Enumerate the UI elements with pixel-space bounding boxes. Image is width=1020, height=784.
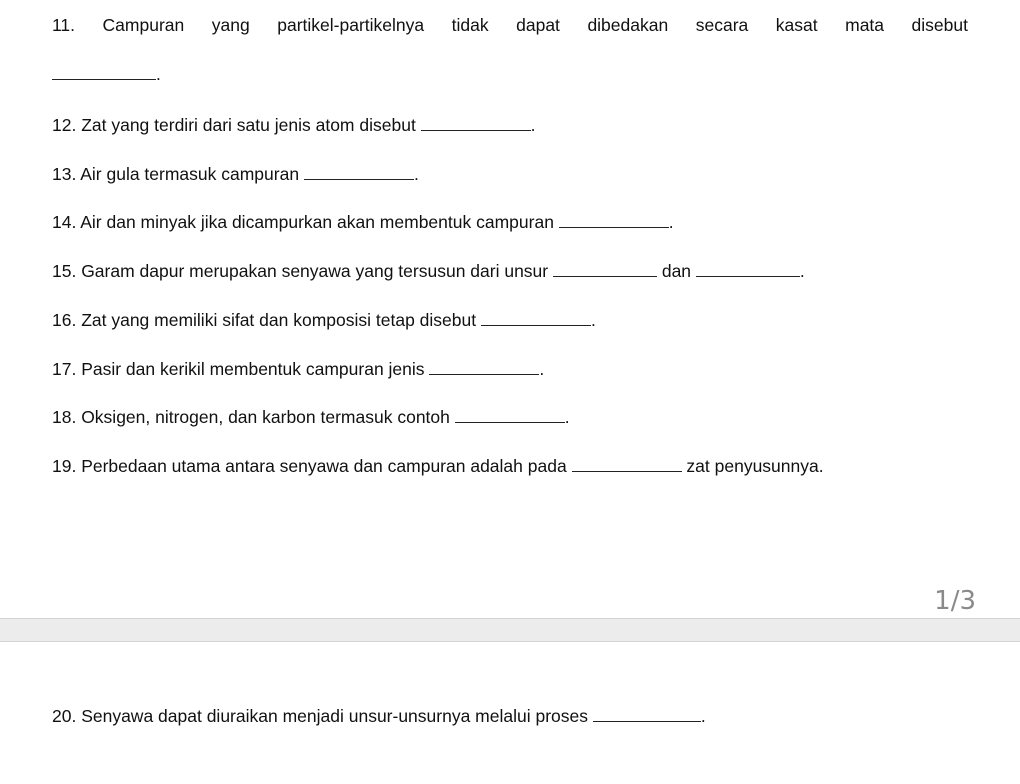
- question-16: 16. Zat yang memiliki sifat dan komposisi tetap disebut .: [52, 310, 596, 330]
- question-11-answer-line: .: [52, 62, 161, 85]
- question-20: 20. Senyawa dapat diuraikan menjadi unsur-unsurnya melalui proses .: [52, 706, 706, 726]
- answer-blank[interactable]: [553, 259, 657, 277]
- answer-blank[interactable]: [421, 113, 531, 131]
- question-18: 18. Oksigen, nitrogen, dan karbon termasuk contoh .: [52, 407, 570, 427]
- answer-blank[interactable]: [481, 308, 591, 326]
- answer-blank[interactable]: [429, 357, 539, 375]
- answer-blank[interactable]: [593, 704, 701, 722]
- question-12: 12. Zat yang terdiri dari satu jenis atom disebut .: [52, 115, 536, 135]
- answer-blank[interactable]: [696, 259, 800, 277]
- question-17: 17. Pasir dan kerikil membentuk campuran jenis .: [52, 359, 545, 379]
- page-separator: [0, 618, 1020, 642]
- question-19: 19. Perbedaan utama antara senyawa dan campuran adalah pada zat penyusunnya.: [52, 456, 824, 476]
- answer-blank[interactable]: [559, 210, 669, 228]
- question-14: 14. Air dan minyak jika dicampurkan akan membentuk campuran .: [52, 212, 674, 232]
- question-15: 15. Garam dapur merupakan senyawa yang tersusun dari unsur dan .: [52, 261, 805, 281]
- answer-blank[interactable]: [52, 62, 156, 80]
- answer-blank[interactable]: [304, 162, 414, 180]
- question-13: 13. Air gula termasuk campuran .: [52, 164, 419, 184]
- answer-blank[interactable]: [455, 405, 565, 423]
- question-11: [52, 14, 968, 84]
- answer-blank[interactable]: [572, 454, 682, 472]
- question-11-line: 11. Campuran yang partikel-partikelnya tidak dapat dibedakan secara kasat mata disebut: [52, 15, 968, 35]
- page-indicator: 1/3: [934, 586, 976, 616]
